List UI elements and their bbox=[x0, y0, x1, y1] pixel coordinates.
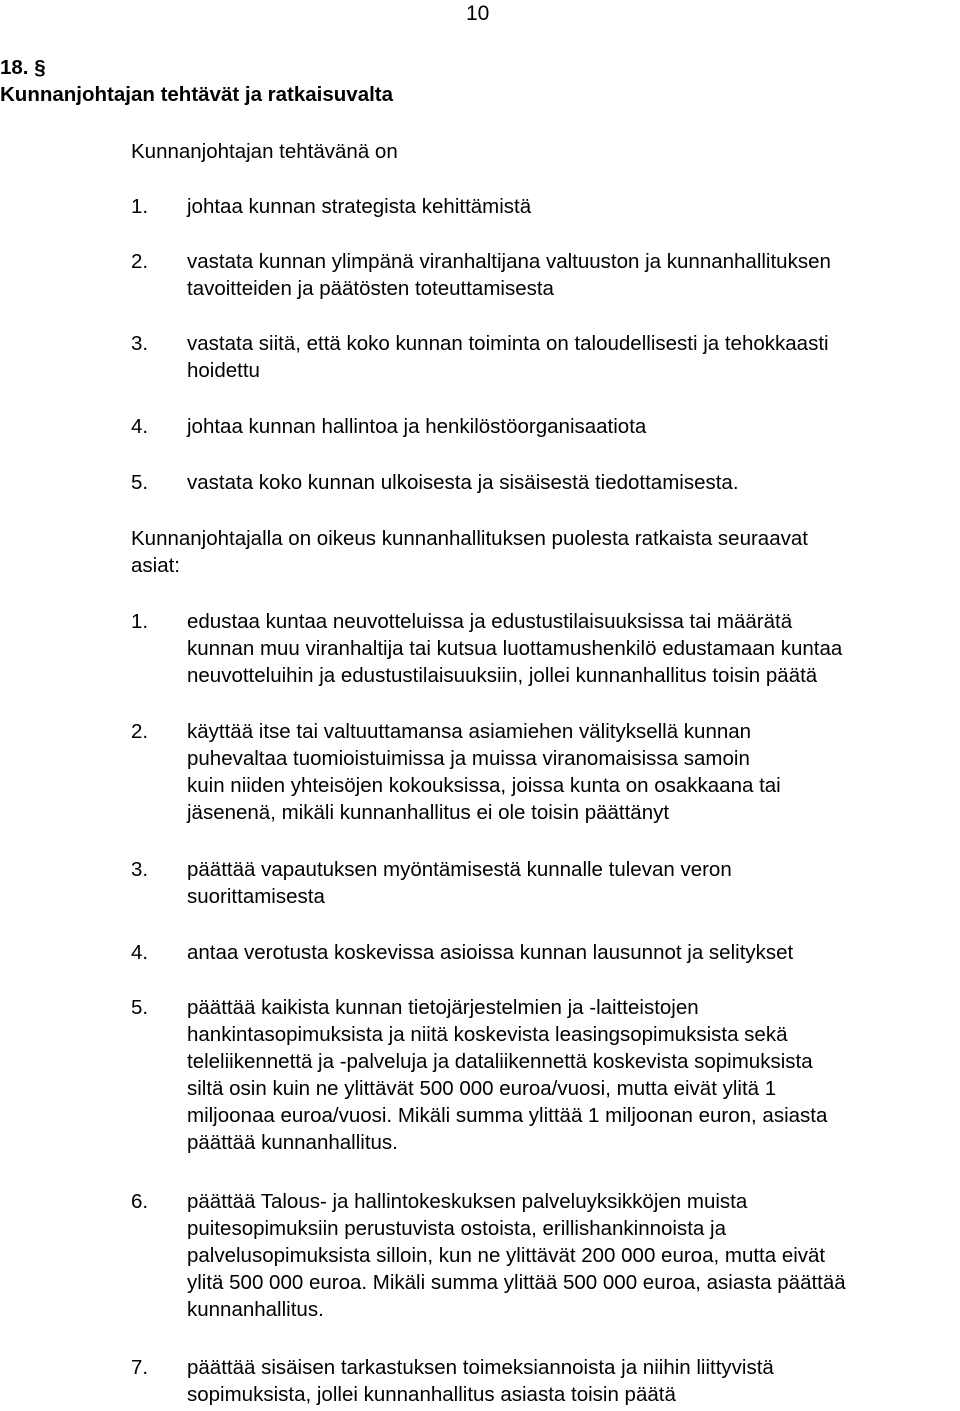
power-line: edustaa kuntaa neuvotteluissa ja edustustilaisuuksissa tai määrätä bbox=[187, 610, 793, 633]
power-line: suorittamisesta bbox=[187, 885, 325, 908]
power-line: kunnan muu viranhaltija tai kutsua luottamushenkilö edustamaan kuntaa bbox=[187, 637, 843, 660]
power-line: jäsenenä, mikäli kunnanhallitus ei ole toisin päättänyt bbox=[187, 801, 670, 824]
power-text bbox=[187, 939, 960, 966]
duty-item-4 bbox=[131, 413, 960, 440]
power-line: kuin niiden yhteisöjen kokouksissa, joissa kunta on osakkaana tai bbox=[187, 774, 781, 797]
power-line: puhevaltaa tuomioistuimissa ja muissa viranomaisissa samoin bbox=[187, 747, 750, 770]
power-line: neuvotteluihin ja edustustilaisuuksiin, jollei kunnanhallitus toisin päätä bbox=[187, 664, 818, 687]
power-number: 2. bbox=[131, 720, 149, 743]
power-line: päättää sisäisen tarkastuksen toimeksiannoista ja niihin liittyvistä bbox=[187, 1356, 774, 1379]
power-text bbox=[187, 1354, 960, 1408]
power-line: ylitä 500 000 euroa. Mikäli summa ylittää 500 000 euroa, asiasta päättää bbox=[187, 1271, 846, 1294]
power-line: päättää kunnanhallitus. bbox=[187, 1131, 398, 1154]
duty-line: vastata siitä, että koko kunnan toiminta on taloudellisesti ja tehokkaasti bbox=[187, 332, 829, 355]
powers-intro-line: Kunnanjohtajalla on oikeus kunnanhallituksen puolesta ratkaista seuraavat bbox=[131, 527, 808, 550]
power-line: sopimuksista, jollei kunnanhallitus asiasta toisin päätä bbox=[187, 1383, 676, 1406]
power-item-6 bbox=[131, 1188, 960, 1323]
power-line: päättää vapautuksen myöntämisestä kunnalle tulevan veron bbox=[187, 858, 732, 881]
duty-text bbox=[187, 413, 960, 440]
power-item-2 bbox=[131, 718, 960, 826]
power-text bbox=[187, 856, 960, 910]
power-number: 1. bbox=[131, 610, 149, 633]
power-line: päättää Talous- ja hallintokeskuksen palveluyksikköjen muista bbox=[187, 1190, 748, 1213]
power-text bbox=[187, 994, 960, 1156]
duty-number: 4. bbox=[131, 415, 149, 438]
duty-line: johtaa kunnan strategista kehittämistä bbox=[187, 195, 532, 218]
duties-intro-text: Kunnanjohtajan tehtävänä on bbox=[131, 140, 398, 163]
section-heading bbox=[0, 54, 393, 108]
duty-text bbox=[187, 248, 960, 302]
duty-line: vastata koko kunnan ulkoisesta ja sisäisestä tiedottamisesta. bbox=[187, 471, 739, 494]
duty-line: hoidettu bbox=[187, 359, 260, 382]
power-text bbox=[187, 718, 960, 826]
section-title: Kunnanjohtajan tehtävät ja ratkaisuvalta bbox=[0, 83, 394, 106]
power-number: 4. bbox=[131, 941, 149, 964]
duty-line: vastata kunnan ylimpänä viranhaltijana valtuuston ja kunnanhallituksen bbox=[187, 250, 831, 273]
power-line: palvelusopimuksista silloin, kun ne ylittävät 200 000 euroa, mutta eivät bbox=[187, 1244, 826, 1267]
section-number: 18. § bbox=[0, 56, 46, 79]
page-number: 10 bbox=[466, 2, 490, 25]
power-item-1 bbox=[131, 608, 960, 689]
power-item-7 bbox=[131, 1354, 960, 1408]
power-line: teleliikennettä ja -palveluja ja dataliikennettä koskevista sopimuksista bbox=[187, 1050, 813, 1073]
duty-item-2 bbox=[131, 248, 960, 302]
duty-number: 1. bbox=[131, 195, 149, 218]
duty-text bbox=[187, 469, 960, 496]
duties-intro bbox=[131, 138, 960, 165]
power-line: antaa verotusta koskevissa asioissa kunnan lausunnot ja selitykset bbox=[187, 941, 794, 964]
duty-number: 5. bbox=[131, 471, 149, 494]
duty-text bbox=[187, 330, 960, 384]
duty-number: 2. bbox=[131, 250, 149, 273]
power-line: puitesopimuksiin perustuvista ostoista, erillishankinnoista ja bbox=[187, 1217, 726, 1240]
power-line: käyttää itse tai valtuuttamansa asiamiehen välityksellä kunnan bbox=[187, 720, 752, 743]
power-line: siltä osin kuin ne ylittävät 500 000 euroa/vuosi, mutta eivät ylitä 1 bbox=[187, 1077, 777, 1100]
duty-line: tavoitteiden ja päätösten toteuttamisesta bbox=[187, 277, 554, 300]
duty-item-3 bbox=[131, 330, 960, 384]
powers-intro-line: asiat: bbox=[131, 554, 180, 577]
power-text bbox=[187, 1188, 960, 1323]
power-line: päättää kaikista kunnan tietojärjestelmien ja -laitteistojen bbox=[187, 996, 699, 1019]
power-item-4 bbox=[131, 939, 960, 966]
power-item-5 bbox=[131, 994, 960, 1156]
power-line: hankintasopimuksista ja niitä koskevista leasingsopimuksista sekä bbox=[187, 1023, 788, 1046]
power-number: 6. bbox=[131, 1190, 149, 1213]
duty-line: johtaa kunnan hallintoa ja henkilöstöorganisaatiota bbox=[187, 415, 647, 438]
power-number: 7. bbox=[131, 1356, 149, 1379]
duty-number: 3. bbox=[131, 332, 149, 355]
power-number: 3. bbox=[131, 858, 149, 881]
duty-item-5 bbox=[131, 469, 960, 496]
power-item-3 bbox=[131, 856, 960, 910]
power-text bbox=[187, 608, 960, 689]
duty-text bbox=[187, 193, 960, 220]
power-number: 5. bbox=[131, 996, 149, 1019]
duty-item-1 bbox=[131, 193, 960, 220]
powers-intro bbox=[131, 525, 960, 579]
power-line: miljoonaa euroa/vuosi. Mikäli summa ylittää 1 miljoonan euron, asiasta bbox=[187, 1104, 828, 1127]
power-line: kunnanhallitus. bbox=[187, 1298, 324, 1321]
